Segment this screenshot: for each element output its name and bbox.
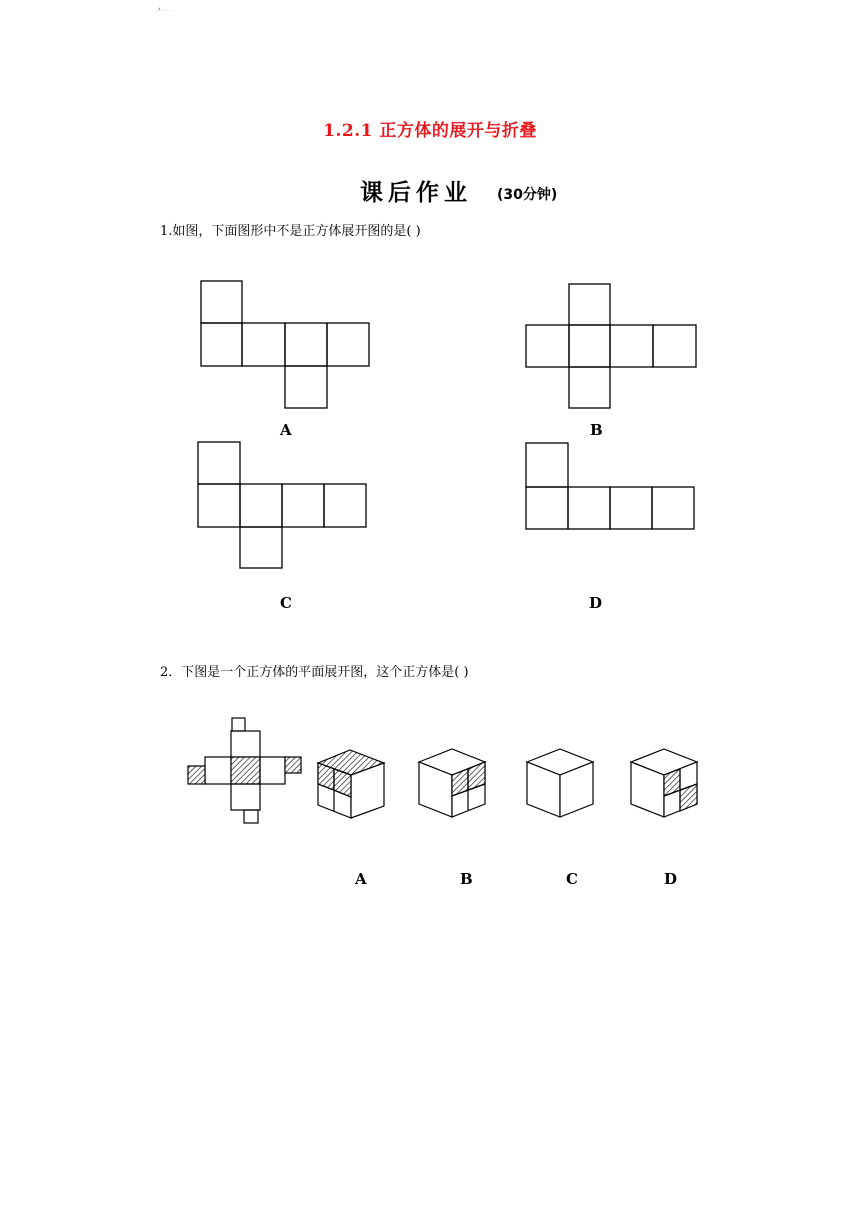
q1-label-a: A — [280, 421, 292, 439]
q2-cube-d — [631, 749, 697, 817]
q2-label-d: D — [664, 870, 678, 888]
q2-label-a: A — [355, 870, 367, 888]
q1-label-c: C — [280, 594, 292, 612]
q1-label-b: B — [590, 421, 603, 439]
question-2-text: 2．下图是一个正方体的平面展开图，这个正方体是( ) — [160, 665, 469, 680]
banner-title: 课后作业 — [360, 180, 472, 206]
question-1-text: 1.如图，下面图形中不是正方体展开图的是( ) — [160, 224, 421, 239]
q2-cube-b — [419, 749, 485, 817]
q2-label-c: C — [566, 870, 578, 888]
q1-label-d: D — [589, 594, 603, 612]
q2-net — [188, 718, 301, 823]
page-title: 1.2.1 正方体的展开与折叠 — [323, 121, 537, 141]
banner-subtitle: (30分钟) — [497, 187, 558, 203]
q2-cube-a — [318, 750, 384, 818]
q2-cube-c — [527, 749, 593, 817]
q2-label-b: B — [460, 870, 473, 888]
